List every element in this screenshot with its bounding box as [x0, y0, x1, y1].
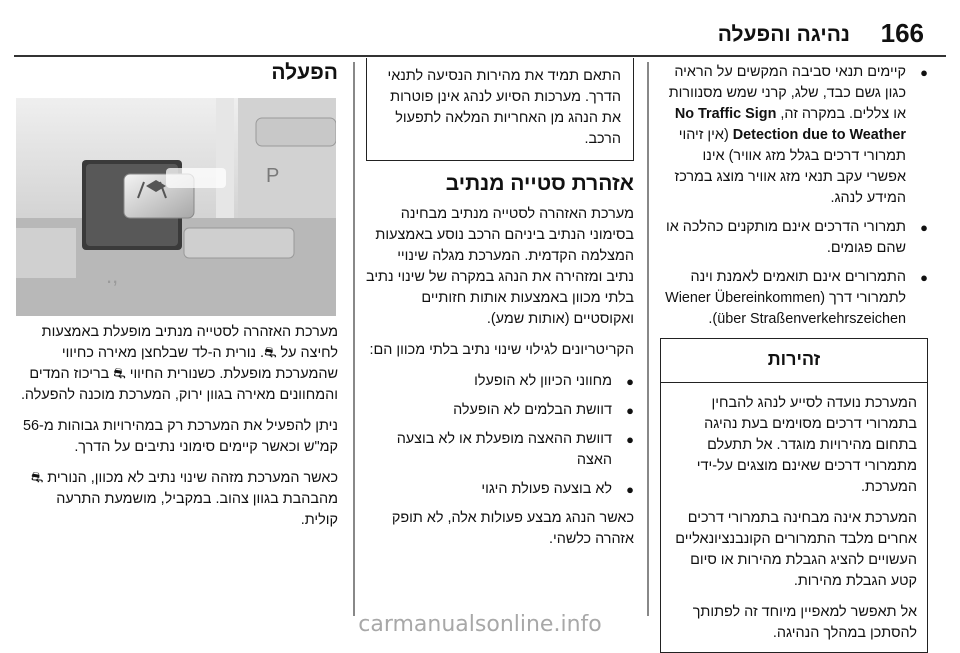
- warning-paragraph: המערכת אינה מבחינה בתמרורי דרכים אחרים מלבד התמרורים הקונבנציונאליים העשויים להציג הגבלת מהירות או סיום קטע הגבלת מהירות.: [675, 510, 917, 589]
- watermark: carmanualsonline.info: [358, 612, 602, 637]
- body-paragraph: מערכת האזהרה לסטייה מנתיב מבחינה בסימוני הנתיב ביניהם הרכב נוסע באמצעות המצלמה הקדמית. המערכת מגלה שינויי נתיב ומזהירה את הנהג במקרה של שינוי נתיב בלתי מכוון באמצעות אותות חזותיים ואקוסטיים (אותות שמע).: [366, 206, 634, 327]
- list-item: [660, 217, 928, 259]
- body-paragraph: [16, 468, 338, 531]
- dashboard-switch-photo: [16, 98, 336, 316]
- body-paragraph: [16, 322, 338, 406]
- list-item: ● דוושת ההאצה מופעלת או לא בוצעה האצה: [366, 429, 634, 471]
- paragraph-text: כאשר המערכת מזהה שינוי נתיב לא מכוון, הנורית: [47, 470, 338, 486]
- warning-title: זהירות: [661, 339, 927, 383]
- list-item: [660, 62, 928, 209]
- paragraph-text: בריכוז המדים והמחוונים מאירה בגוון ירוק, המערכת מוכנה להפעלה.: [20, 366, 338, 403]
- warning-box: [660, 338, 928, 653]
- bullet-text: תמרורי הדרכים אינם מותקנים כהלכה או שהם פגומים.: [666, 219, 906, 256]
- criteria-intro: הקריטריונים לגילוי שינוי נתיב בלתי מכוון הם:: [369, 342, 634, 358]
- paragraph-text: . נורית ה-לד שבלחצן מאירה כחיווי שהמערכת מופעלת. כשנורית החיווי: [61, 345, 338, 382]
- closing-paragraph: כאשר הנהג מבצע פעולות אלה, לא תופק אזהרה כלשהי.: [391, 510, 634, 547]
- ltr-term: Wiener Übereinkommen über Straßenverkehrszeichen: [665, 290, 906, 327]
- bullet-text: קיימים תנאי סביבה המקשים על הראיה כגון גשם כבד, שלג, קרני שמש מסנוורות או צללים. במקרה זה,: [668, 64, 906, 122]
- criteria-list: [366, 371, 634, 500]
- column-divider: [353, 62, 355, 616]
- bullet-text: (אין זיהוי תמרורי דרכים בגלל מזג אוויר) אינו אפשרי עקב תנאי מזג אוויר מוצג במרכז המידע לנהג.: [674, 127, 906, 206]
- paragraph-text: מהבהבת בגוון צהוב. במקביל, מושמעת התרעה קולית.: [56, 491, 338, 528]
- note-box: [366, 58, 634, 161]
- section-title: אזהרת סטייה מנתיב: [445, 172, 634, 195]
- lane-departure-icon: ⛐: [113, 366, 126, 382]
- svg-text:P: P: [266, 165, 280, 187]
- switch-panel-illustration: [16, 98, 336, 316]
- warning-paragraph: אל תאפשר למאפיין מיוחד זה לפתותך להסתכן במהלך הנהיגה.: [692, 604, 917, 641]
- bullet-text: ).: [708, 311, 718, 327]
- column-left-body: [16, 322, 338, 541]
- column-right: [660, 60, 928, 653]
- page-number: 166: [880, 18, 924, 48]
- column-left: [16, 60, 338, 93]
- note-text: התאם תמיד את מהירות הנסיעה לתנאי הדרך. מערכות הסיוע לנהג אינן פוטרות את הנהג מן האחריות המלאה לתפעול הרכב.: [387, 68, 621, 147]
- warning-paragraph: המערכת נועדה לסייע לנהג להבחין בתמרורי דרכים מסוימים בעת נהיגה בתחום מהירויות מוגדר. אל תתעלם מתמרורי דרכים שאינם מוצגים על-ידי המערכת.: [696, 395, 917, 495]
- list-item: ● דוושת הבלמים לא הופעלה: [366, 400, 634, 421]
- list-item: ● לא בוצעה פעולת היגוי: [366, 479, 634, 500]
- paragraph-text: מערכת האזהרה לסטייה מנתיב מופעלת באמצעות לחיצה על: [41, 324, 338, 361]
- bullet-text: התמרורים אינם תואמים לאמנת וינה לתמרורי דרך (: [690, 269, 906, 306]
- section-title: הפעלה: [271, 61, 338, 84]
- column-divider: [647, 62, 649, 616]
- list-item: [660, 267, 928, 330]
- body-paragraph: ניתן להפעיל את המערכת רק במהירויות גבוהות מ-56 קמ"ש וכאשר קיימים סימוני נתיבים על הדרך.: [23, 418, 338, 455]
- chapter-title: נהיגה והפעלה: [717, 23, 850, 46]
- list-item: ● מחווני הכיוון לא הופעלו: [366, 371, 634, 392]
- ltr-term: No Traffic Sign Detection due to Weather: [674, 106, 906, 143]
- column-middle: [366, 60, 634, 560]
- lane-departure-icon: ⛐: [30, 470, 44, 486]
- header-rule: [14, 55, 946, 57]
- svg-text:.,: .,: [106, 263, 119, 288]
- lane-departure-icon: ⛐: [264, 345, 277, 361]
- page-header: [0, 0, 960, 56]
- conditions-list: [660, 62, 928, 330]
